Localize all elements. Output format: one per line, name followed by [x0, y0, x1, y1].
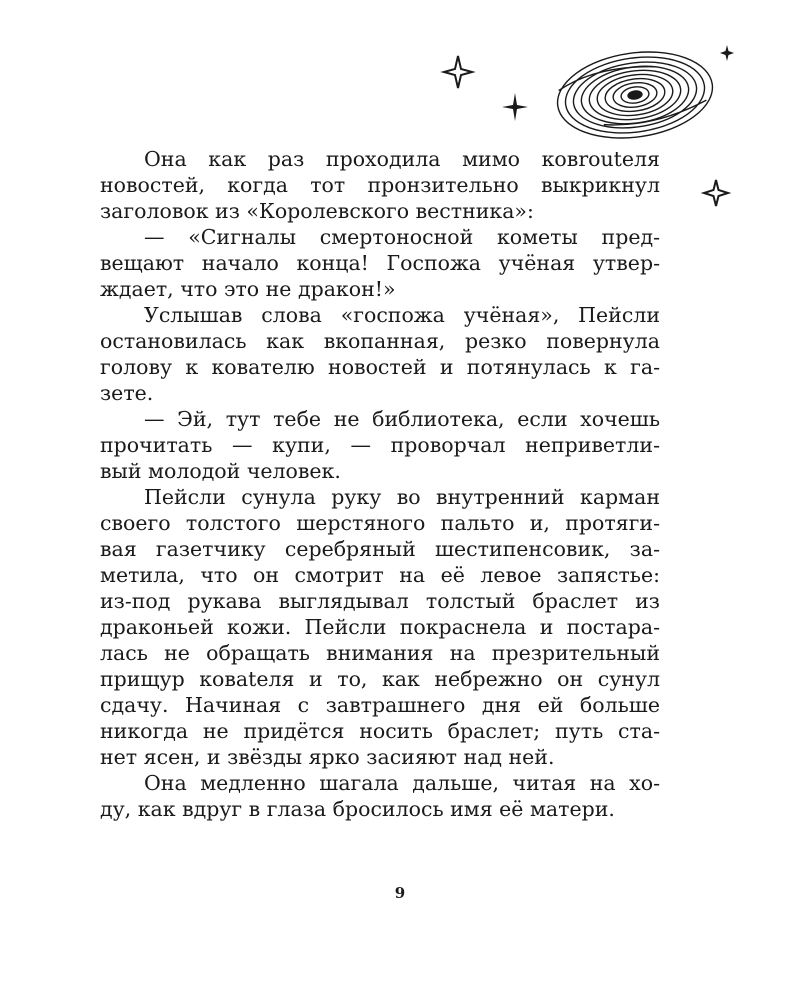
text-line: Пейсли сунула руку во внутренний карман: [144, 485, 660, 509]
body-text: [100, 146, 660, 822]
paragraph: [100, 406, 660, 484]
text-line: — Эй, тут тебе не библиотека, если хочешь: [144, 407, 660, 431]
text-line: вый молодой человек.: [100, 459, 341, 483]
paragraph: [100, 770, 660, 822]
paragraph: [100, 302, 660, 406]
text-line: нет ясен, и звёзды ярко засияют над ней.: [100, 745, 555, 769]
paragraph: [100, 224, 660, 302]
text-line: прочитать — купи, — проворчал неприветли-: [100, 433, 660, 457]
text-line: сдачу. Начиная с завтрашнего дня ей больше: [100, 693, 660, 717]
text-line: своего толстого шерстяного пальто и, протяги-: [100, 511, 660, 535]
text-line: из-под рукава выглядывал толстый браслет из: [100, 589, 660, 613]
text-line: прищур ковateля и то, как небрежно он сунул: [100, 667, 660, 691]
text-line: Услышав слова «госпожа учёная», Пейсли: [144, 303, 660, 327]
text-line: метила, что он смотрит на её левое запястье:: [100, 563, 660, 587]
text-line: драконьей кожи. Пейсли покраснела и постара-: [100, 615, 660, 639]
text-line: заголовок из «Королевского вестника»:: [100, 199, 534, 223]
text-line: ждает, что это не дракон!»: [100, 277, 396, 301]
galaxy-spiral-icon: [552, 43, 718, 148]
text-line: лась не обращать внимания на презрительный: [100, 641, 660, 665]
text-line: Она как раз проходила мимо ковrouteля: [144, 147, 660, 171]
text-line: Она медленно шагала дальше, читая на хо-: [144, 771, 660, 795]
paragraph: [100, 146, 660, 224]
text-line: вещают начало конца! Госпожа учёная утвер-: [100, 251, 660, 275]
text-line: вая газетчику серебряный шестипенсовик, за-: [100, 537, 660, 561]
page-number: 9: [394, 884, 406, 902]
text-line: зете.: [100, 381, 154, 405]
text-line: ду, как вдруг в глаза бросилось имя её матери.: [100, 797, 615, 821]
paragraph: [100, 484, 660, 770]
text-line: голову к кователю новостей и потянулась к га-: [100, 355, 660, 379]
text-line: никогда не придётся носить браслет; путь ста-: [100, 719, 660, 743]
text-line: остановилась как вкопанная, резко повернула: [100, 329, 660, 353]
text-line: новостей, когда тот пронзительно выкрикнул: [100, 173, 660, 197]
text-line: — «Сигналы смертоносной кометы пред-: [144, 225, 660, 249]
